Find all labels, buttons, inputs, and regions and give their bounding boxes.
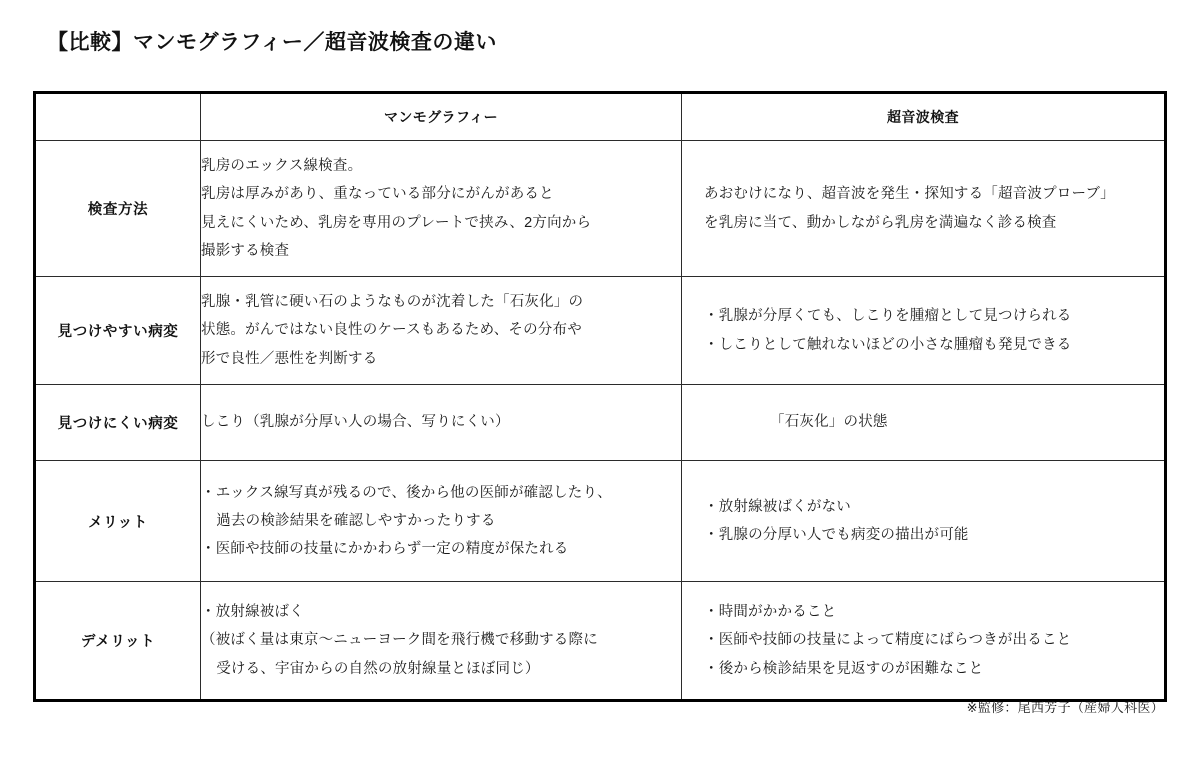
text-line: を乳房に当て、動かしながら乳房を満遍なく診る検査: [704, 214, 1057, 231]
cell-ultrasound-hard-to-find-lesions: [682, 385, 1166, 461]
cell-mammography-demerits: [201, 582, 682, 701]
text-line: ・放射線被ばくがない: [704, 498, 851, 515]
text-line: 乳房は厚みがあり、重なっている部分にがんがあると: [201, 186, 554, 203]
header-mammography: マンモグラフィー: [201, 93, 682, 141]
row-label-easy-to-find-lesions: 見つけやすい病変: [35, 277, 201, 385]
table-row: [35, 582, 1166, 701]
text-line: ・後から検診結果を見返すのが困難なこと: [704, 660, 984, 677]
table-header-row: [35, 93, 1166, 141]
cell-ultrasound-inspection-method: [682, 141, 1166, 277]
cell-mammography-easy-to-find-lesions: [201, 277, 682, 385]
row-label-demerits: デメリット: [35, 582, 201, 701]
text-line: ・乳腺が分厚くても、しこりを腫瘤として見つけられる: [704, 308, 1072, 325]
row-label-hard-to-find-lesions: 見つけにくい病変: [35, 385, 201, 461]
text-line: （被ばく量は東京～ニューヨーク間を飛行機で移動する際に: [201, 632, 598, 649]
text-line: 状態。がんではない良性のケースもあるため、その分布や: [201, 322, 582, 339]
text-line: 受ける、宇宙からの自然の放射線量とほぼ同じ）: [216, 660, 540, 677]
page-title: 【比較】マンモグラフィー／超音波検査の違い: [47, 31, 497, 54]
cell-mammography-hard-to-find-lesions: [201, 385, 682, 461]
cell-ultrasound-demerits: [682, 582, 1166, 701]
text-line: 形で良性／悪性を判断する: [201, 350, 378, 367]
table-row: [35, 385, 1166, 461]
cell-ultrasound-merits: [682, 461, 1166, 582]
cell-ultrasound-easy-to-find-lesions: [682, 277, 1166, 385]
text-line: ・しこりとして触れないほどの小さな腫瘤も発見できる: [704, 336, 1072, 353]
header-ultrasound: 超音波検査: [682, 93, 1166, 141]
comparison-table-wrapper: [33, 91, 1164, 702]
text-line: あおむけになり、超音波を発生・探知する「超音波プローブ」: [704, 186, 1115, 203]
header-blank-cell: [35, 93, 201, 141]
comparison-table: [33, 91, 1167, 702]
text-line: ・エックス線写真が残るので、後から他の医師が確認したり、: [201, 484, 612, 501]
text-line: 乳腺・乳管に硬い石のようなものが沈着した「石灰化」の: [201, 294, 584, 311]
table-row: [35, 461, 1166, 582]
text-line: ・時間がかかること: [704, 604, 837, 621]
text-line: 乳房のエックス線検査。: [201, 157, 363, 174]
table-header: [35, 93, 1166, 141]
text-line: ・医師や技師の技量によって精度にばらつきが出ること: [704, 632, 1072, 649]
text-line: しこり（乳腺が分厚い人の場合、写りにくい）: [201, 414, 510, 431]
supervisor-footnote: ※監修：尾西芳子（産婦人科医）: [966, 700, 1164, 715]
table-row: [35, 141, 1166, 277]
cell-mammography-merits: [201, 461, 682, 582]
text-line: 過去の検診結果を確認しやすかったりする: [216, 512, 496, 529]
text-line: ・医師や技師の技量にかかわらず一定の精度が保たれる: [201, 541, 569, 558]
text-line: 撮影する検査: [201, 242, 290, 259]
table-body: [35, 141, 1166, 701]
table-row: [35, 277, 1166, 385]
row-label-merits: メリット: [35, 461, 201, 582]
text-line: ・乳腺の分厚い人でも病変の描出が可能: [704, 527, 969, 543]
row-label-inspection-method: 検査方法: [35, 141, 201, 277]
text-line: 「石灰化」の状態: [770, 414, 888, 431]
text-line: ・放射線被ばく: [201, 604, 304, 621]
cell-mammography-inspection-method: [201, 141, 682, 277]
text-line: 見えにくいため、乳房を専用のプレートで挟み、2方向から: [201, 214, 592, 231]
